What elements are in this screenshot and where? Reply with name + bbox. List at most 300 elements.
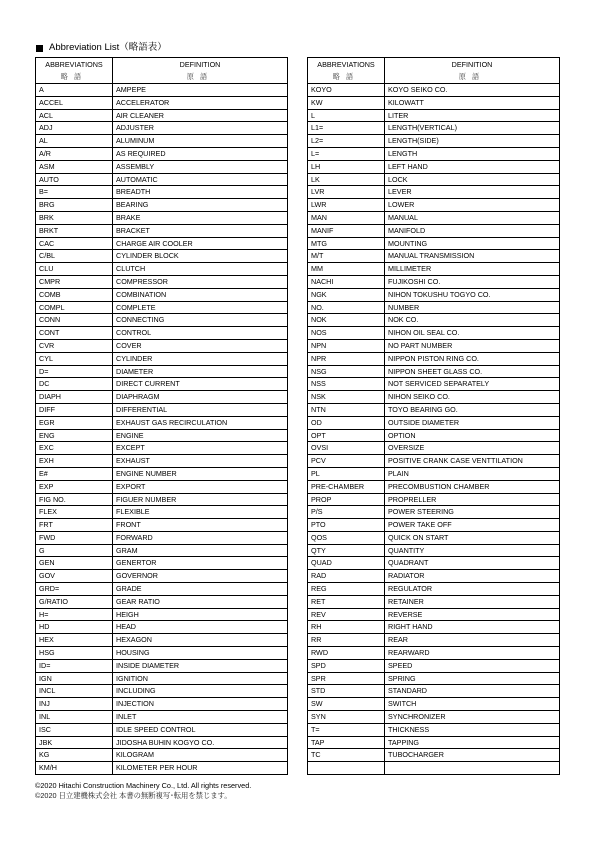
table-row: [36, 647, 288, 660]
abbreviation-cell: TAP: [308, 736, 385, 749]
abbreviation-cell: EXH: [36, 455, 113, 468]
table-row: [308, 685, 560, 698]
abbreviation-cell: SPR: [308, 672, 385, 685]
abbreviation-cell: G: [36, 544, 113, 557]
table-row: [308, 263, 560, 276]
table-row: [308, 621, 560, 634]
col-header-definition-jp: 原語: [113, 71, 288, 84]
definition-cell: RADIATOR: [385, 570, 560, 583]
definition-cell: COMPRESSOR: [113, 275, 288, 288]
col-header-abbreviations-jp: 略語: [36, 71, 113, 84]
table-row: [308, 493, 560, 506]
abbreviation-cell: RR: [308, 634, 385, 647]
definition-cell: INJECTION: [113, 698, 288, 711]
abbreviation-cell: REV: [308, 608, 385, 621]
table-row: [308, 480, 560, 493]
table-row: [308, 659, 560, 672]
table-row: [308, 762, 560, 775]
definition-cell: INSIDE DIAMETER: [113, 659, 288, 672]
definition-cell: FORWARD: [113, 531, 288, 544]
definition-cell: CLUTCH: [113, 263, 288, 276]
col-header-definition: DEFINITION: [113, 58, 288, 72]
abbreviation-cell: MANIF: [308, 224, 385, 237]
abbreviation-cell: HSG: [36, 647, 113, 660]
abbreviation-cell: P/S: [308, 506, 385, 519]
table-row: [308, 647, 560, 660]
table-row: [36, 557, 288, 570]
abbreviation-cell: RET: [308, 595, 385, 608]
abbreviation-cell: ENG: [36, 429, 113, 442]
definition-cell: PLAIN: [385, 467, 560, 480]
definition-cell: LOCK: [385, 173, 560, 186]
table-row: [36, 352, 288, 365]
abbreviation-cell: HD: [36, 621, 113, 634]
definition-cell: ENGINE: [113, 429, 288, 442]
definition-cell: SWITCH: [385, 698, 560, 711]
abbreviation-cell: DIFF: [36, 403, 113, 416]
definition-cell: AIR CLEANER: [113, 109, 288, 122]
definition-cell: IGNITION: [113, 672, 288, 685]
table-row: [308, 557, 560, 570]
table-row: [308, 378, 560, 391]
abbreviation-cell: JBK: [36, 736, 113, 749]
abbreviation-cell: H=: [36, 608, 113, 621]
definition-cell: GOVERNOR: [113, 570, 288, 583]
abbreviation-cell: M/T: [308, 250, 385, 263]
abbreviation-cell: INCL: [36, 685, 113, 698]
table-row: [36, 288, 288, 301]
abbreviation-cell: MTG: [308, 237, 385, 250]
table-row: [308, 698, 560, 711]
abbreviation-cell: KOYO: [308, 84, 385, 97]
table-row: [36, 275, 288, 288]
definition-cell: GRADE: [113, 583, 288, 596]
definition-cell: FRONT: [113, 519, 288, 532]
table-row: [36, 250, 288, 263]
abbreviation-cell: INL: [36, 711, 113, 724]
table-row: [36, 199, 288, 212]
abbreviation-cell: INJ: [36, 698, 113, 711]
abbreviation-cell: REG: [308, 583, 385, 596]
abbreviation-cell: NTN: [308, 403, 385, 416]
definition-cell: LOWER: [385, 199, 560, 212]
definition-cell: REGULATOR: [385, 583, 560, 596]
definition-cell: MANUAL TRANSMISSION: [385, 250, 560, 263]
abbreviation-cell: NSG: [308, 365, 385, 378]
table-row: [36, 186, 288, 199]
definition-cell: COMPLETE: [113, 301, 288, 314]
definition-cell: CHARGE AIR COOLER: [113, 237, 288, 250]
abbreviation-cell: NGK: [308, 288, 385, 301]
definition-cell: BREADTH: [113, 186, 288, 199]
definition-cell: MOUNTING: [385, 237, 560, 250]
abbreviation-cell: L=: [308, 147, 385, 160]
abbreviation-cell: FLEX: [36, 506, 113, 519]
definition-cell: POWER STEERING: [385, 506, 560, 519]
table-row: [308, 186, 560, 199]
definition-cell: KILOMETER PER HOUR: [113, 762, 288, 775]
abbreviation-cell: SW: [308, 698, 385, 711]
col-header-definition-jp: 原語: [385, 71, 560, 84]
abbreviation-cell: DIAPH: [36, 391, 113, 404]
table-row: [36, 160, 288, 173]
table-row: [36, 263, 288, 276]
table-row: [308, 723, 560, 736]
definition-cell: STANDARD: [385, 685, 560, 698]
abbreviation-cell: FRT: [36, 519, 113, 532]
abbreviation-cell: LH: [308, 160, 385, 173]
definition-cell: GEAR RATIO: [113, 595, 288, 608]
definition-cell: GRAM: [113, 544, 288, 557]
abbreviation-cell: NACHI: [308, 275, 385, 288]
definition-cell: NIPPON SHEET GLASS CO.: [385, 365, 560, 378]
definition-cell: KILOWATT: [385, 96, 560, 109]
definition-cell: HEIGH: [113, 608, 288, 621]
definition-cell: NIHON SEIKO CO.: [385, 391, 560, 404]
abbreviation-cell: LWR: [308, 199, 385, 212]
table-row: [36, 634, 288, 647]
definition-cell: ADJUSTER: [113, 122, 288, 135]
definition-cell: OVERSIZE: [385, 442, 560, 455]
abbreviation-cell: OD: [308, 416, 385, 429]
abbreviation-cell: PCV: [308, 455, 385, 468]
definition-cell: DIAMETER: [113, 365, 288, 378]
table-row: [36, 762, 288, 775]
definition-cell: BRAKE: [113, 211, 288, 224]
table-row: [36, 403, 288, 416]
abbreviation-cell: AL: [36, 135, 113, 148]
definition-cell: AS REQUIRED: [113, 147, 288, 160]
abbreviation-cell: OPT: [308, 429, 385, 442]
table-row: [36, 583, 288, 596]
abbreviation-cell: NPR: [308, 352, 385, 365]
table-row: [36, 429, 288, 442]
table-row: [308, 736, 560, 749]
definition-cell: EXHAUST: [113, 455, 288, 468]
definition-cell: EXHAUST GAS RECIRCULATION: [113, 416, 288, 429]
table-row: [36, 698, 288, 711]
table-row: [308, 467, 560, 480]
table-row: [308, 749, 560, 762]
definition-cell: OUTSIDE DIAMETER: [385, 416, 560, 429]
table-row: [308, 595, 560, 608]
col-header-abbreviations: ABBREVIATIONS: [36, 58, 113, 72]
table-row: [36, 173, 288, 186]
definition-cell: THICKNESS: [385, 723, 560, 736]
table-row: [36, 621, 288, 634]
table-row: [308, 506, 560, 519]
table-row: [308, 147, 560, 160]
abbreviation-cell: GOV: [36, 570, 113, 583]
table-row: [36, 544, 288, 557]
table-row: [36, 109, 288, 122]
table-row: [308, 352, 560, 365]
definition-cell: LENGTH(VERTICAL): [385, 122, 560, 135]
definition-cell: BRACKET: [113, 224, 288, 237]
table-row: [36, 378, 288, 391]
definition-cell: SPRING: [385, 672, 560, 685]
abbreviation-cell: EXC: [36, 442, 113, 455]
definition-cell: TOYO BEARING GO.: [385, 403, 560, 416]
definition-cell: DIFFERENTIAL: [113, 403, 288, 416]
abbreviation-cell: FIG NO.: [36, 493, 113, 506]
abbreviation-cell: MM: [308, 263, 385, 276]
abbreviation-cell: QUAD: [308, 557, 385, 570]
table-row: [308, 429, 560, 442]
table-row: [36, 301, 288, 314]
abbreviation-cell: BRKT: [36, 224, 113, 237]
table-row: [308, 211, 560, 224]
abbreviation-cell: KW: [308, 96, 385, 109]
definition-cell: LEFT HAND: [385, 160, 560, 173]
table-row: [36, 224, 288, 237]
abbreviation-cell: TC: [308, 749, 385, 762]
definition-cell: CYLINDER: [113, 352, 288, 365]
table-row: [36, 736, 288, 749]
definition-cell: LENGTH(SIDE): [385, 135, 560, 148]
abbreviation-cell: PRE-CHAMBER: [308, 480, 385, 493]
table-row: [308, 314, 560, 327]
definition-cell: REAR: [385, 634, 560, 647]
definition-cell: REARWARD: [385, 647, 560, 660]
table-row: [36, 365, 288, 378]
abbreviation-cell: C/BL: [36, 250, 113, 263]
abbreviation-cell: ASM: [36, 160, 113, 173]
table-row: [308, 544, 560, 557]
definition-cell: QUADRANT: [385, 557, 560, 570]
abbreviation-cell: OVSI: [308, 442, 385, 455]
definition-cell: DIAPHRAGM: [113, 391, 288, 404]
abbreviation-cell: AUTO: [36, 173, 113, 186]
abbreviation-cell: T=: [308, 723, 385, 736]
table-row: [36, 672, 288, 685]
table-row: [36, 391, 288, 404]
abbreviation-table-left: [35, 57, 288, 775]
abbreviation-cell: A/R: [36, 147, 113, 160]
abbreviation-cell: RWD: [308, 647, 385, 660]
table-row: [36, 467, 288, 480]
col-header-abbreviations-jp: 略語: [308, 71, 385, 84]
table-row: [36, 314, 288, 327]
abbreviation-cell: IGN: [36, 672, 113, 685]
abbreviation-cell: B=: [36, 186, 113, 199]
table-row: [36, 506, 288, 519]
table-row: [308, 339, 560, 352]
abbreviation-cell: CYL: [36, 352, 113, 365]
abbreviation-cell: SYN: [308, 711, 385, 724]
abbreviation-cell: SPD: [308, 659, 385, 672]
abbreviation-cell: PL: [308, 467, 385, 480]
abbreviation-cell: KG: [36, 749, 113, 762]
abbreviation-cell: DC: [36, 378, 113, 391]
definition-cell: JIDOSHA BUHIN KOGYO CO.: [113, 736, 288, 749]
definition-cell: INLET: [113, 711, 288, 724]
abbreviation-cell: CONT: [36, 327, 113, 340]
table-row: [308, 672, 560, 685]
table-row: [308, 224, 560, 237]
definition-cell: HEAD: [113, 621, 288, 634]
definition-cell: NO PART NUMBER: [385, 339, 560, 352]
table-row: [308, 570, 560, 583]
table-row: [308, 96, 560, 109]
definition-cell: CYLINDER BLOCK: [113, 250, 288, 263]
abbreviation-cell: L: [308, 109, 385, 122]
abbreviation-cell: GEN: [36, 557, 113, 570]
abbreviation-cell: NOK: [308, 314, 385, 327]
table-row: [36, 570, 288, 583]
table-row: [308, 160, 560, 173]
definition-cell: EXPORT: [113, 480, 288, 493]
definition-cell: SYNCHRONIZER: [385, 711, 560, 724]
definition-cell: TUBOCHARGER: [385, 749, 560, 762]
definition-cell: TAPPING: [385, 736, 560, 749]
abbreviation-cell: ACCEL: [36, 96, 113, 109]
abbreviation-cell: QTY: [308, 544, 385, 557]
abbreviation-cell: NOS: [308, 327, 385, 340]
abbreviation-cell: A: [36, 84, 113, 97]
table-row: [308, 583, 560, 596]
definition-cell: POWER TAKE OFF: [385, 519, 560, 532]
definition-cell: NIPPON PISTON RING CO.: [385, 352, 560, 365]
abbreviation-cell: ID=: [36, 659, 113, 672]
table-row: [36, 519, 288, 532]
abbreviation-cell: L2=: [308, 135, 385, 148]
abbreviation-cell: LVR: [308, 186, 385, 199]
abbreviation-cell: CVR: [36, 339, 113, 352]
table-row: [308, 250, 560, 263]
abbreviation-cell: D=: [36, 365, 113, 378]
definition-cell: DIRECT CURRENT: [113, 378, 288, 391]
table-row: [308, 711, 560, 724]
abbreviation-cell: HEX: [36, 634, 113, 647]
abbreviation-cell: EXP: [36, 480, 113, 493]
definition-cell: RETAINER: [385, 595, 560, 608]
definition-cell: NOT SERVICED SEPARATELY: [385, 378, 560, 391]
table-row: [308, 173, 560, 186]
definition-cell: ACCELERATOR: [113, 96, 288, 109]
table-row: [36, 595, 288, 608]
table-row: [308, 416, 560, 429]
definition-cell: [385, 762, 560, 775]
table-row: [36, 685, 288, 698]
col-header-abbreviations: ABBREVIATIONS: [308, 58, 385, 72]
definition-cell: MILLIMETER: [385, 263, 560, 276]
definition-cell: NIHON OIL SEAL CO.: [385, 327, 560, 340]
definition-cell: COMBINATION: [113, 288, 288, 301]
table-row: [308, 365, 560, 378]
abbreviation-cell: COMPL: [36, 301, 113, 314]
abbreviation-cell: MAN: [308, 211, 385, 224]
abbreviation-cell: CONN: [36, 314, 113, 327]
abbreviation-cell: PROP: [308, 493, 385, 506]
table-row: [308, 634, 560, 647]
table-row: [36, 455, 288, 468]
definition-cell: IDLE SPEED CONTROL: [113, 723, 288, 736]
abbreviation-cell: ISC: [36, 723, 113, 736]
table-row: [308, 391, 560, 404]
table-row: [308, 199, 560, 212]
square-bullet-icon: [36, 45, 43, 52]
definition-cell: CONNECTING: [113, 314, 288, 327]
table-row: [308, 455, 560, 468]
section-heading: [36, 42, 167, 54]
table-row: [36, 531, 288, 544]
definition-cell: AMPEPE: [113, 84, 288, 97]
definition-cell: PRECOMBUSTION CHAMBER: [385, 480, 560, 493]
abbreviation-table-right: [307, 57, 560, 775]
definition-cell: LENGTH: [385, 147, 560, 160]
table-row: [308, 403, 560, 416]
table-row: [308, 84, 560, 97]
abbreviation-cell: NSS: [308, 378, 385, 391]
table-row: [36, 493, 288, 506]
table-row: [308, 135, 560, 148]
definition-cell: QUANTITY: [385, 544, 560, 557]
abbreviation-cell: ADJ: [36, 122, 113, 135]
abbreviation-cell: CLU: [36, 263, 113, 276]
definition-cell: FUJIKOSHI CO.: [385, 275, 560, 288]
table-row: [308, 301, 560, 314]
definition-cell: BEARING: [113, 199, 288, 212]
definition-cell: ASSEMBLY: [113, 160, 288, 173]
table-row: [36, 96, 288, 109]
abbreviation-cell: BRG: [36, 199, 113, 212]
definition-cell: OPTION: [385, 429, 560, 442]
definition-cell: AUTOMATIC: [113, 173, 288, 186]
abbreviation-cell: NPN: [308, 339, 385, 352]
abbreviation-cell: PTO: [308, 519, 385, 532]
definition-cell: ALUMINUM: [113, 135, 288, 148]
definition-cell: RIGHT HAND: [385, 621, 560, 634]
table-row: [36, 749, 288, 762]
table-row: [36, 122, 288, 135]
table-row: [36, 147, 288, 160]
definition-cell: SPEED: [385, 659, 560, 672]
definition-cell: GENERTOR: [113, 557, 288, 570]
abbreviation-cell: NO.: [308, 301, 385, 314]
copyright-japanese: ©2020 日立建機株式会社 本書の無断複写･転用を禁じます。: [35, 791, 232, 800]
table-row: [308, 608, 560, 621]
table-row: [36, 442, 288, 455]
definition-cell: KILOGRAM: [113, 749, 288, 762]
table-row: [36, 711, 288, 724]
table-row: [36, 327, 288, 340]
definition-cell: NOK CO.: [385, 314, 560, 327]
table-row: [36, 237, 288, 250]
abbreviation-cell: NSK: [308, 391, 385, 404]
definition-cell: ENGINE NUMBER: [113, 467, 288, 480]
definition-cell: LEVER: [385, 186, 560, 199]
table-row: [308, 531, 560, 544]
table-row: [36, 416, 288, 429]
definition-cell: MANUAL: [385, 211, 560, 224]
heading-text: Abbreviation List（略語表）: [49, 42, 167, 53]
table-row: [36, 339, 288, 352]
table-row: [36, 723, 288, 736]
definition-cell: HOUSING: [113, 647, 288, 660]
table-row: [308, 519, 560, 532]
definition-cell: INCLUDING: [113, 685, 288, 698]
definition-cell: CONTROL: [113, 327, 288, 340]
table-row: [36, 135, 288, 148]
abbreviation-cell: CMPR: [36, 275, 113, 288]
abbreviation-cell: ACL: [36, 109, 113, 122]
table-row: [36, 84, 288, 97]
abbreviation-cell: FWD: [36, 531, 113, 544]
abbreviation-cell: L1=: [308, 122, 385, 135]
copyright-english: ©2020 Hitachi Construction Machinery Co., Ltd. All rights reserved.: [35, 781, 252, 790]
abbreviation-cell: EGR: [36, 416, 113, 429]
